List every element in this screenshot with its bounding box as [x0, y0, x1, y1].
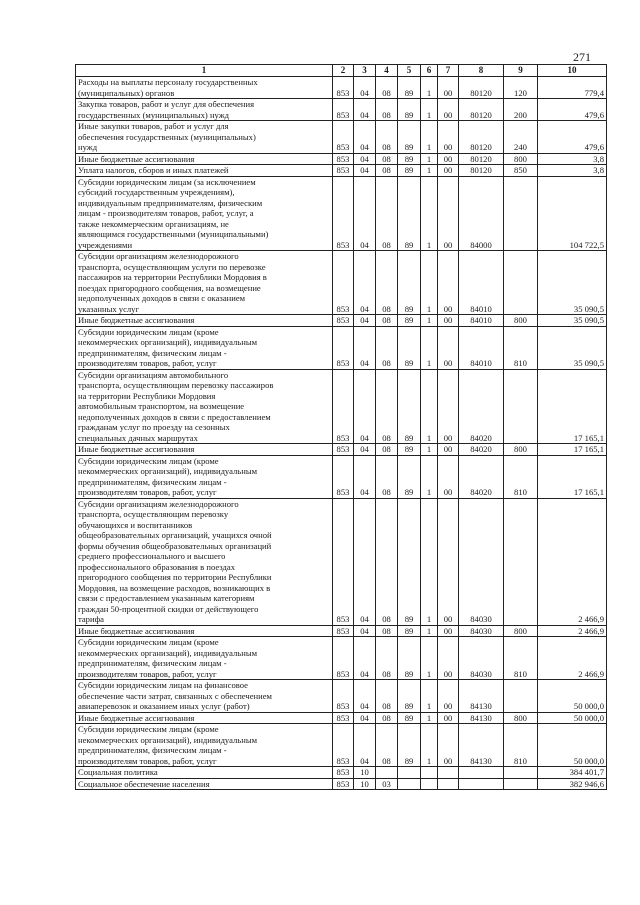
row-name-line: Иные бюджетные ассигнования — [78, 315, 195, 325]
amount-cell: 17 165,1 — [538, 444, 607, 456]
code-cell-6: 1 — [421, 625, 438, 637]
code-cell-6 — [421, 767, 438, 779]
col-header-6: 6 — [421, 65, 438, 77]
code-cell-3: 04 — [354, 498, 376, 625]
row-name-line: (муниципальных) органов — [78, 87, 175, 98]
amount-cell: 2 466,9 — [538, 625, 607, 637]
row-name-line: указанных услуг — [78, 303, 140, 314]
code-cell-6: 1 — [421, 455, 438, 498]
table-row — [76, 369, 607, 444]
code-cell-6: 1 — [421, 99, 438, 121]
row-name-line: также некоммерческим организациям, не — [78, 218, 229, 229]
row-name-line: производителям товаров, работ, услуг — [78, 668, 217, 679]
table-row — [76, 767, 607, 779]
table-row — [76, 680, 607, 713]
row-name-line: пригородного сообщения по территории Республики — [78, 572, 272, 582]
row-name-line: профессионального образования в поездах — [78, 561, 235, 572]
code-cell-5: 89 — [398, 251, 421, 315]
row-name-cell — [76, 498, 333, 625]
row-name-line: Субсидии юридическим лицам (кроме — [78, 637, 219, 647]
table-row — [76, 99, 607, 121]
row-name-line: государственных (муниципальных) нужд — [78, 109, 230, 120]
code-cell-4: 08 — [376, 251, 398, 315]
code-cell-9: 800 — [504, 153, 538, 165]
row-name-line: предпринимателям, физическим лицам - — [78, 745, 227, 755]
table-row — [76, 724, 607, 767]
code-cell-8: 80120 — [459, 77, 504, 99]
code-cell-7: 00 — [438, 498, 459, 625]
row-name-line: пассажиров на территории Республики Мордовия в — [78, 272, 267, 282]
code-cell-2: 853 — [333, 99, 354, 121]
row-name-cell — [76, 625, 333, 637]
amount-cell: 3,8 — [538, 165, 607, 177]
code-cell-8: 84130 — [459, 712, 504, 724]
code-cell-5: 89 — [398, 77, 421, 99]
row-name-line: формы обучения общеобразовательных организаций — [78, 540, 272, 551]
amount-cell: 779,4 — [538, 77, 607, 99]
row-name-line: индивидуальным предпринимателям, физическим — [78, 197, 263, 208]
code-cell-9: 810 — [504, 724, 538, 767]
code-cell-8: 84010 — [459, 251, 504, 315]
code-cell-4: 08 — [376, 455, 398, 498]
code-cell-9 — [504, 176, 538, 251]
code-cell-9: 800 — [504, 444, 538, 456]
amount-cell: 479,6 — [538, 99, 607, 121]
row-name-line: автомобильным транспортом, на возмещение — [78, 401, 245, 411]
code-cell-2: 853 — [333, 121, 354, 154]
code-cell-2: 853 — [333, 369, 354, 444]
row-name-line: недополученных доходов в связи с предоставлением — [78, 411, 271, 422]
row-name-line: Иные закупки товаров, работ и услуг для — [78, 121, 229, 131]
code-cell-6: 1 — [421, 77, 438, 99]
code-cell-9: 200 — [504, 99, 538, 121]
table-row — [76, 153, 607, 165]
row-name-line: Уплата налогов, сборов и иных платежей — [78, 165, 229, 175]
row-name-cell — [76, 778, 333, 790]
code-cell-8: 80120 — [459, 153, 504, 165]
code-cell-3: 04 — [354, 712, 376, 724]
code-cell-8: 84030 — [459, 625, 504, 637]
code-cell-3: 04 — [354, 444, 376, 456]
code-cell-5: 89 — [398, 455, 421, 498]
code-cell-5: 89 — [398, 153, 421, 165]
row-name-line: транспорта, осуществляющим перевозку — [78, 509, 229, 519]
code-cell-4: 08 — [376, 153, 398, 165]
code-cell-3: 04 — [354, 680, 376, 713]
code-cell-5: 89 — [398, 637, 421, 680]
code-cell-7: 00 — [438, 369, 459, 444]
code-cell-7: 00 — [438, 165, 459, 177]
budget-table — [75, 64, 607, 790]
amount-cell: 384 401,7 — [538, 767, 607, 779]
row-name-line: Иные бюджетные ассигнования — [78, 153, 195, 164]
code-cell-2: 853 — [333, 625, 354, 637]
row-name-line: Закупка товаров, работ и услуг для обеспечения — [78, 99, 255, 109]
code-cell-7: 00 — [438, 77, 459, 99]
code-cell-5: 89 — [398, 680, 421, 713]
col-header-9: 9 — [504, 65, 538, 77]
code-cell-6: 1 — [421, 326, 438, 369]
code-cell-5: 89 — [398, 326, 421, 369]
col-header-3: 3 — [354, 65, 376, 77]
code-cell-7: 00 — [438, 176, 459, 251]
table-row — [76, 625, 607, 637]
table-row — [76, 455, 607, 498]
row-name-line: Социальное обеспечение населения — [78, 778, 210, 789]
row-name-line: производителям товаров, работ, услуг — [78, 358, 217, 368]
code-cell-9: 850 — [504, 165, 538, 177]
code-cell-3: 04 — [354, 176, 376, 251]
code-cell-9 — [504, 498, 538, 625]
code-cell-5: 89 — [398, 724, 421, 767]
table-row — [76, 121, 607, 154]
row-name-line: некоммерческих организаций), индивидуальным — [78, 337, 258, 347]
code-cell-4: 08 — [376, 77, 398, 99]
code-cell-2: 853 — [333, 326, 354, 369]
row-name-line: Иные бюджетные ассигнования — [78, 444, 195, 454]
row-name-cell — [76, 77, 333, 99]
code-cell-3: 10 — [354, 767, 376, 779]
col-header-2: 2 — [333, 65, 354, 77]
row-name-line: предпринимателям, физическим лицам - — [78, 476, 227, 487]
code-cell-6: 1 — [421, 712, 438, 724]
row-name-line: гражданам услуг по проезду на сезонных — [78, 422, 230, 432]
col-header-8: 8 — [459, 65, 504, 77]
row-name-line: Субсидии организациям железнодорожного — [78, 498, 239, 509]
code-cell-6: 1 — [421, 637, 438, 680]
code-cell-4: 08 — [376, 712, 398, 724]
row-name-line: общеобразовательных организаций, учащихся очной — [78, 530, 272, 540]
row-name-cell — [76, 455, 333, 498]
code-cell-7: 00 — [438, 153, 459, 165]
code-cell-5: 89 — [398, 498, 421, 625]
code-cell-8: 80120 — [459, 165, 504, 177]
table-row — [76, 498, 607, 625]
code-cell-4: 08 — [376, 165, 398, 177]
code-cell-5 — [398, 767, 421, 779]
code-cell-2: 853 — [333, 680, 354, 713]
code-cell-8: 84130 — [459, 680, 504, 713]
amount-cell: 2 466,9 — [538, 498, 607, 625]
code-cell-8 — [459, 767, 504, 779]
code-cell-2: 853 — [333, 724, 354, 767]
row-name-line: Социальная политика — [78, 767, 158, 777]
code-cell-8 — [459, 778, 504, 790]
row-name-line: обеспечение части затрат, связанных с обеспечением — [78, 690, 272, 701]
row-name-line: среднего профессионального и высшего — [78, 551, 226, 561]
code-cell-9 — [504, 778, 538, 790]
code-cell-6: 1 — [421, 369, 438, 444]
row-name-line: обучающихся и воспитанников — [78, 519, 193, 530]
code-cell-7: 00 — [438, 444, 459, 456]
row-name-cell — [76, 767, 333, 779]
code-cell-7: 00 — [438, 637, 459, 680]
amount-cell: 50 000,0 — [538, 680, 607, 713]
code-cell-7: 00 — [438, 251, 459, 315]
code-cell-5: 89 — [398, 176, 421, 251]
row-name-line: субсидий государственным учреждениям), — [78, 187, 235, 197]
code-cell-8: 80120 — [459, 121, 504, 154]
col-header-7: 7 — [438, 65, 459, 77]
row-name-cell — [76, 251, 333, 315]
code-cell-7: 00 — [438, 455, 459, 498]
row-name-line: граждан 50-процентной скидки от действующего — [78, 603, 259, 614]
code-cell-8: 84020 — [459, 455, 504, 498]
row-name-cell — [76, 712, 333, 724]
amount-cell: 35 090,5 — [538, 251, 607, 315]
row-name-cell — [76, 369, 333, 444]
code-cell-4: 08 — [376, 99, 398, 121]
table-row — [76, 165, 607, 177]
code-cell-7: 00 — [438, 99, 459, 121]
code-cell-4: 08 — [376, 498, 398, 625]
code-cell-9: 800 — [504, 625, 538, 637]
code-cell-3: 04 — [354, 724, 376, 767]
code-cell-6: 1 — [421, 165, 438, 177]
col-header-5: 5 — [398, 65, 421, 77]
code-cell-2: 853 — [333, 165, 354, 177]
code-cell-8: 84020 — [459, 444, 504, 456]
row-name-line: являющимся государственными (муниципальными) — [78, 229, 269, 239]
row-name-line: транспорта, осуществляющим перевозку пассажиров — [78, 380, 274, 390]
row-name-line: Субсидии организациям автомобильного — [78, 369, 229, 380]
code-cell-2: 853 — [333, 637, 354, 680]
amount-cell: 17 165,1 — [538, 369, 607, 444]
amount-cell: 35 090,5 — [538, 315, 607, 327]
code-cell-5: 89 — [398, 625, 421, 637]
table-row — [76, 326, 607, 369]
code-cell-5: 89 — [398, 121, 421, 154]
code-cell-9 — [504, 680, 538, 713]
code-cell-3: 04 — [354, 326, 376, 369]
col-header-10: 10 — [538, 65, 607, 77]
code-cell-6: 1 — [421, 153, 438, 165]
code-cell-7: 00 — [438, 724, 459, 767]
row-name-line: Субсидии юридическим лицам (кроме — [78, 326, 219, 337]
code-cell-7: 00 — [438, 625, 459, 637]
amount-cell: 3,8 — [538, 153, 607, 165]
code-cell-2: 853 — [333, 455, 354, 498]
amount-cell: 50 000,0 — [538, 712, 607, 724]
row-name-line: некоммерческих организаций), индивидуальным — [78, 647, 258, 658]
header-row — [76, 65, 607, 77]
code-cell-6 — [421, 778, 438, 790]
amount-cell: 382 946,6 — [538, 778, 607, 790]
code-cell-8: 84030 — [459, 637, 504, 680]
code-cell-3: 10 — [354, 778, 376, 790]
code-cell-9: 240 — [504, 121, 538, 154]
amount-cell: 17 165,1 — [538, 455, 607, 498]
code-cell-2: 853 — [333, 77, 354, 99]
code-cell-3: 04 — [354, 369, 376, 444]
row-name-line: Иные бюджетные ассигнования — [78, 625, 195, 636]
code-cell-4: 08 — [376, 315, 398, 327]
code-cell-3: 04 — [354, 153, 376, 165]
row-name-cell — [76, 637, 333, 680]
row-name-line: Субсидии юридическим лицам (кроме — [78, 455, 219, 466]
code-cell-4: 08 — [376, 444, 398, 456]
code-cell-5: 89 — [398, 369, 421, 444]
row-name-cell — [76, 315, 333, 327]
code-cell-7 — [438, 767, 459, 779]
row-name-line: некоммерческих организаций), индивидуальным — [78, 734, 258, 745]
code-cell-5 — [398, 778, 421, 790]
code-cell-7: 00 — [438, 326, 459, 369]
code-cell-8: 84010 — [459, 326, 504, 369]
row-name-cell — [76, 444, 333, 456]
row-name-line: Субсидии организациям железнодорожного — [78, 251, 239, 261]
code-cell-8: 84020 — [459, 369, 504, 444]
row-name-cell — [76, 326, 333, 369]
row-name-line: Иные бюджетные ассигнования — [78, 712, 195, 723]
code-cell-3: 04 — [354, 251, 376, 315]
row-name-line: нужд — [78, 142, 98, 152]
row-name-line: лицам - производителям товаров, работ, услуг, а — [78, 208, 254, 218]
row-name-line: Субсидии юридическим лицам на финансовое — [78, 680, 248, 690]
code-cell-3: 04 — [354, 77, 376, 99]
table-row — [76, 637, 607, 680]
code-cell-6: 1 — [421, 121, 438, 154]
row-name-line: производителям товаров, работ, услуг — [78, 487, 217, 497]
code-cell-4: 08 — [376, 625, 398, 637]
code-cell-6: 1 — [421, 251, 438, 315]
row-name-line: обеспечения государственных (муниципальных) — [78, 131, 256, 142]
code-cell-2: 853 — [333, 153, 354, 165]
code-cell-8: 84010 — [459, 315, 504, 327]
amount-cell: 2 466,9 — [538, 637, 607, 680]
row-name-line: Расходы на выплаты персоналу государственных — [78, 77, 258, 87]
code-cell-8: 84030 — [459, 498, 504, 625]
code-cell-6: 1 — [421, 176, 438, 251]
row-name-line: Мордовия, на возмещение расходов, возникающих в — [78, 582, 271, 593]
row-name-cell — [76, 176, 333, 251]
code-cell-8: 84130 — [459, 724, 504, 767]
code-cell-2: 853 — [333, 444, 354, 456]
row-name-line: Субсидии юридическим лицам (за исключением — [78, 176, 256, 187]
code-cell-6: 1 — [421, 498, 438, 625]
code-cell-2: 853 — [333, 315, 354, 327]
code-cell-3: 04 — [354, 315, 376, 327]
code-cell-9: 810 — [504, 455, 538, 498]
code-cell-9 — [504, 251, 538, 315]
code-cell-4: 08 — [376, 637, 398, 680]
code-cell-8: 84000 — [459, 176, 504, 251]
code-cell-3: 04 — [354, 637, 376, 680]
row-name-line: специальных дачных маршрутах — [78, 432, 198, 443]
row-name-cell — [76, 680, 333, 713]
code-cell-9: 800 — [504, 712, 538, 724]
row-name-line: предпринимателям, физическим лицам - — [78, 347, 227, 358]
table-row — [76, 778, 607, 790]
code-cell-9 — [504, 767, 538, 779]
code-cell-2: 853 — [333, 712, 354, 724]
code-cell-5: 89 — [398, 165, 421, 177]
code-cell-6: 1 — [421, 680, 438, 713]
code-cell-3: 04 — [354, 99, 376, 121]
table-row — [76, 444, 607, 456]
row-name-line: предпринимателям, физическим лицам - — [78, 658, 227, 668]
code-cell-8: 80120 — [459, 99, 504, 121]
row-name-cell — [76, 724, 333, 767]
code-cell-7: 00 — [438, 121, 459, 154]
row-name-line: поездах пригородного сообщения, на возмещение — [78, 282, 261, 293]
code-cell-5: 89 — [398, 315, 421, 327]
amount-cell: 479,6 — [538, 121, 607, 154]
code-cell-6: 1 — [421, 315, 438, 327]
row-name-line: связи с предоставлением указанным категориям — [78, 593, 255, 603]
row-name-cell — [76, 153, 333, 165]
code-cell-2: 853 — [333, 251, 354, 315]
row-name-cell — [76, 121, 333, 154]
code-cell-5: 89 — [398, 444, 421, 456]
code-cell-6: 1 — [421, 724, 438, 767]
code-cell-5: 89 — [398, 712, 421, 724]
code-cell-9: 120 — [504, 77, 538, 99]
table-row — [76, 315, 607, 327]
code-cell-4: 08 — [376, 121, 398, 154]
row-name-line: некоммерческих организаций), индивидуальным — [78, 466, 258, 476]
code-cell-4: 08 — [376, 176, 398, 251]
code-cell-9 — [504, 369, 538, 444]
row-name-cell — [76, 99, 333, 121]
row-name-line: тарифа — [78, 614, 104, 624]
code-cell-4: 08 — [376, 369, 398, 444]
code-cell-7: 00 — [438, 315, 459, 327]
amount-cell: 104 722,5 — [538, 176, 607, 251]
code-cell-2: 853 — [333, 176, 354, 251]
code-cell-3: 04 — [354, 455, 376, 498]
row-name-cell — [76, 165, 333, 177]
col-header-4: 4 — [376, 65, 398, 77]
code-cell-9: 800 — [504, 315, 538, 327]
row-name-line: Субсидии юридическим лицам (кроме — [78, 724, 219, 734]
code-cell-3: 04 — [354, 165, 376, 177]
code-cell-4: 08 — [376, 326, 398, 369]
table-row — [76, 77, 607, 99]
code-cell-9: 810 — [504, 326, 538, 369]
code-cell-4 — [376, 767, 398, 779]
code-cell-4: 08 — [376, 724, 398, 767]
col-header-1: 1 — [76, 65, 333, 77]
code-cell-2: 853 — [333, 498, 354, 625]
amount-cell: 35 090,5 — [538, 326, 607, 369]
table-row — [76, 251, 607, 315]
code-cell-3: 04 — [354, 121, 376, 154]
code-cell-7: 00 — [438, 712, 459, 724]
code-cell-5: 89 — [398, 99, 421, 121]
code-cell-4: 03 — [376, 778, 398, 790]
code-cell-2: 853 — [333, 778, 354, 790]
row-name-line: на территории Республики Мордовия — [78, 390, 216, 401]
amount-cell: 50 000,0 — [538, 724, 607, 767]
row-name-line: авиаперевозок и оказанием иных услуг (работ) — [78, 701, 250, 711]
row-name-line: производителям товаров, работ, услуг — [78, 755, 217, 766]
code-cell-6: 1 — [421, 444, 438, 456]
code-cell-7: 00 — [438, 680, 459, 713]
code-cell-3: 04 — [354, 625, 376, 637]
page-number: 271 — [573, 50, 591, 64]
row-name-line: транспорта, осуществляющим услуги по перевозке — [78, 261, 266, 272]
row-name-line: недополученных доходов в связи с оказанием — [78, 293, 246, 303]
code-cell-9: 810 — [504, 637, 538, 680]
code-cell-2: 853 — [333, 767, 354, 779]
table-row — [76, 712, 607, 724]
table-row — [76, 176, 607, 251]
row-name-line: учреждениями — [78, 239, 133, 250]
code-cell-4: 08 — [376, 680, 398, 713]
code-cell-7 — [438, 778, 459, 790]
